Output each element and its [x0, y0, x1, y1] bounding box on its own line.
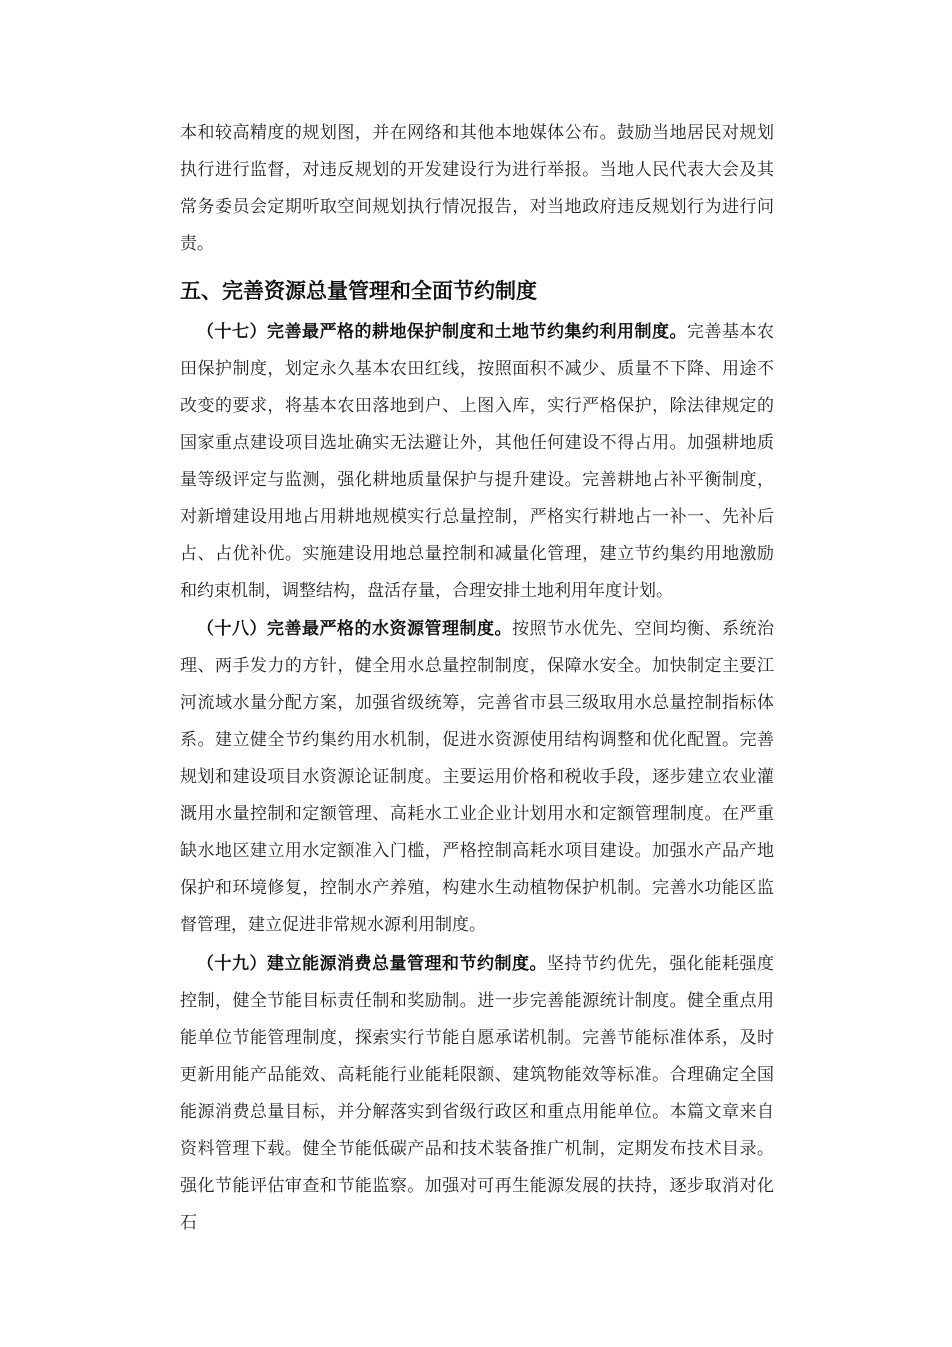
item-19-body: 坚持节约优先，强化能耗强度控制，健全节能目标责任制和奖励制。进一步完善能源统计制度。健全重点用能单位节能管理制度，探索实行节能自愿承诺机制。完善节能标准体系，及时更新用能产品能效、高耗能行业能耗限额、建筑物能效等标准。合理确定全国能源消费总量目标，并分解落实到省级行政区和重点用能单位。本篇文章来自资料管理下载。健全节能低碳产品和技术装备推广机制，定期发布技术目录。强化节能评估审查和节能监察。加强对可再生能源发展的扶持，逐步取消对化石	[180, 954, 774, 1233]
item-18-body: 按照节水优先、空间均衡、系统治理、两手发力的方针，健全用水总量控制制度，保障水安全。加快制定主要江河流域水量分配方案，加强省级统筹，完善省市县三级取用水总量控制指标体系。建立健全节约集约用水机制，促进水资源使用结构调整和优化配置。完善规划和建设项目水资源论证制度。主要运用价格和税收手段，逐步建立农业灌溉用水量控制和定额管理、高耗水工业企业计划用水和定额管理制度。在严重缺水地区建立用水定额准入门槛，严格控制高耗水项目建设。加强水产品产地保护和环境修复，控制水产养殖，构建水生动植物保护机制。完善水功能区监督管理，建立促进非常规水源利用制度。	[180, 619, 774, 935]
paragraph-item-19	[180, 946, 774, 1242]
item-19-lead: （十九）建立能源消费总量管理和节约制度。	[197, 954, 547, 974]
paragraph-item-17	[180, 314, 774, 610]
paragraph-continued: 本和较高精度的规划图，并在网络和其他本地媒体公布。鼓励当地居民对规划执行进行监督，对违反规划的开发建设行为进行举报。当地人民代表大会及其常务委员会定期听取空间规划执行情况报告，对当地政府违反规划行为进行问责。	[180, 123, 774, 254]
item-17-lead: （十七）完善最严格的耕地保护制度和土地节约集约利用制度。	[197, 322, 687, 342]
section-heading: 五、完善资源总量管理和全面节约制度	[180, 279, 537, 303]
item-18-lead: （十八）完善最严格的水资源管理制度。	[197, 619, 512, 639]
item-17-body: 完善基本农田保护制度，划定永久基本农田红线，按照面积不减少、质量不下降、用途不改变的要求，将基本农田落地到户、上图入库，实行严格保护，除法律规定的国家重点建设项目选址确实无法避让外，其他任何建设不得占用。加强耕地质量等级评定与监测，强化耕地质量保护与提升建设。完善耕地占补平衡制度，对新增建设用地占用耕地规模实行总量控制，严格实行耕地占一补一、先补后占、占优补优。实施建设用地总量控制和减量化管理，建立节约集约用地激励和约束机制，调整结构，盘活存量，合理安排土地利用年度计划。	[180, 322, 774, 601]
paragraph-item-18	[180, 611, 774, 944]
